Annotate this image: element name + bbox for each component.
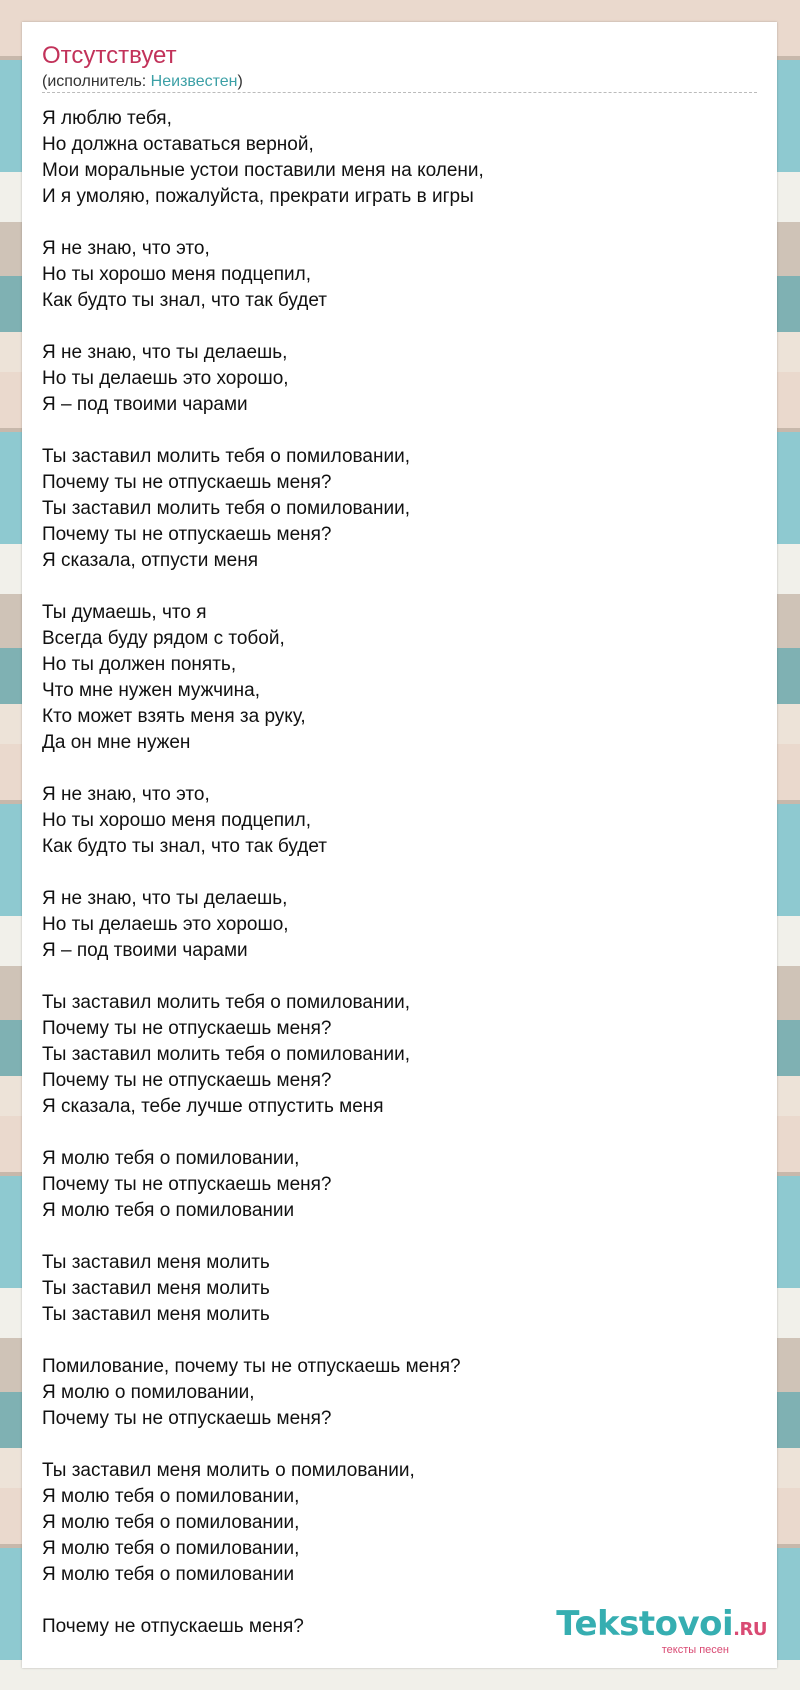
artist-link[interactable]: Неизвестен xyxy=(150,73,238,90)
lyric-line: Почему ты не отпускаешь меня? xyxy=(42,524,332,545)
lyric-line: Я не знаю, что это, xyxy=(42,784,210,805)
lyric-line: Ты заставил меня молить xyxy=(42,1252,270,1273)
lyric-line: Но ты хорошо меня подцепил, xyxy=(42,264,311,285)
lyric-line: Кто может взять меня за руку, xyxy=(42,706,306,727)
lyric-line: Мои моральные устои поставили меня на колени, xyxy=(42,160,484,181)
lyric-line: Почему ты не отпускаешь меня? xyxy=(42,472,332,493)
stanza-gap xyxy=(42,314,757,340)
lyric-line: Но должна оставаться верной, xyxy=(42,134,314,155)
lyric-line: Ты заставил меня молить о помиловании, xyxy=(42,1460,415,1481)
lyrics-card xyxy=(22,22,777,1668)
logo-wordmark: Tekstovoi.RU xyxy=(556,1604,767,1644)
lyric-line: И я умоляю, пожалуйста, прекрати играть в игры xyxy=(42,186,474,207)
stanza-gap xyxy=(42,860,757,886)
logo-tld: .RU xyxy=(733,1619,767,1640)
lyric-line: Почему ты не отпускаешь меня? xyxy=(42,1070,332,1091)
lyric-line: Я молю о помиловании, xyxy=(42,1382,255,1403)
lyric-line: Я не знаю, что ты делаешь, xyxy=(42,888,288,909)
lyric-line: Всегда буду рядом с тобой, xyxy=(42,628,285,649)
lyric-line: Но ты делаешь это хорошо, xyxy=(42,914,289,935)
lyric-line: Я молю тебя о помиловании xyxy=(42,1200,295,1221)
lyric-line: Почему ты не отпускаешь меня? xyxy=(42,1174,332,1195)
lyric-line: Я – под твоими чарами xyxy=(42,394,248,415)
lyric-line: Почему ты не отпускаешь меня? xyxy=(42,1018,332,1039)
stanza-gap xyxy=(42,1224,757,1250)
lyric-line: Да он мне нужен xyxy=(42,732,191,753)
artist-suffix: ) xyxy=(237,73,243,90)
lyric-line: Ты заставил меня молить xyxy=(42,1304,270,1325)
lyric-line: Но ты должен понять, xyxy=(42,654,237,675)
stanza-gap xyxy=(42,210,757,236)
lyric-line: Я люблю тебя, xyxy=(42,108,172,129)
lyric-line: Ты заставил меня молить xyxy=(42,1278,270,1299)
lyric-line: Ты заставил молить тебя о помиловании, xyxy=(42,1044,410,1065)
stanza-gap xyxy=(42,1432,757,1458)
stanza-gap xyxy=(42,756,757,782)
lyric-line: Почему ты не отпускаешь меня? xyxy=(42,1408,332,1429)
stanza-gap xyxy=(42,1328,757,1354)
song-header xyxy=(42,42,757,92)
header-divider xyxy=(42,92,757,93)
stanza-gap xyxy=(42,964,757,990)
lyric-line: Ты думаешь, что я xyxy=(42,602,207,623)
lyric-line: Я молю тебя о помиловании xyxy=(42,1564,295,1585)
lyric-line: Помилование, почему ты не отпускаешь меня? xyxy=(42,1356,461,1377)
lyric-line: Я сказала, отпусти меня xyxy=(42,550,259,571)
lyrics-text xyxy=(42,106,757,1640)
lyric-line: Ты заставил молить тебя о помиловании, xyxy=(42,992,410,1013)
site-logo[interactable] xyxy=(556,1606,767,1656)
lyric-line: Я – под твоими чарами xyxy=(42,940,248,961)
stanza-gap xyxy=(42,574,757,600)
lyric-line: Что мне нужен мужчина, xyxy=(42,680,260,701)
lyric-line: Я молю тебя о помиловании, xyxy=(42,1486,300,1507)
lyric-line: Но ты делаешь это хорошо, xyxy=(42,368,289,389)
lyric-line: Ты заставил молить тебя о помиловании, xyxy=(42,446,410,467)
lyric-line: Почему не отпускаешь меня? xyxy=(42,1616,304,1637)
lyric-line: Как будто ты знал, что так будет xyxy=(42,290,327,311)
lyric-line: Я не знаю, что это, xyxy=(42,238,210,259)
song-artist-line xyxy=(42,72,757,92)
lyric-line: Но ты хорошо меня подцепил, xyxy=(42,810,311,831)
lyric-line: Я молю тебя о помиловании, xyxy=(42,1538,300,1559)
lyric-line: Я не знаю, что ты делаешь, xyxy=(42,342,288,363)
stanza-gap xyxy=(42,418,757,444)
artist-prefix: (исполнитель: xyxy=(42,73,151,90)
song-title: Отсутствует xyxy=(42,42,177,69)
lyric-line: Я молю тебя о помиловании, xyxy=(42,1148,300,1169)
lyric-line: Я молю тебя о помиловании, xyxy=(42,1512,300,1533)
logo-tagline: тексты песен xyxy=(661,1644,729,1656)
lyric-line: Ты заставил молить тебя о помиловании, xyxy=(42,498,410,519)
stanza-gap xyxy=(42,1120,757,1146)
lyric-line: Я сказала, тебе лучше отпустить меня xyxy=(42,1096,384,1117)
lyric-line: Как будто ты знал, что так будет xyxy=(42,836,327,857)
